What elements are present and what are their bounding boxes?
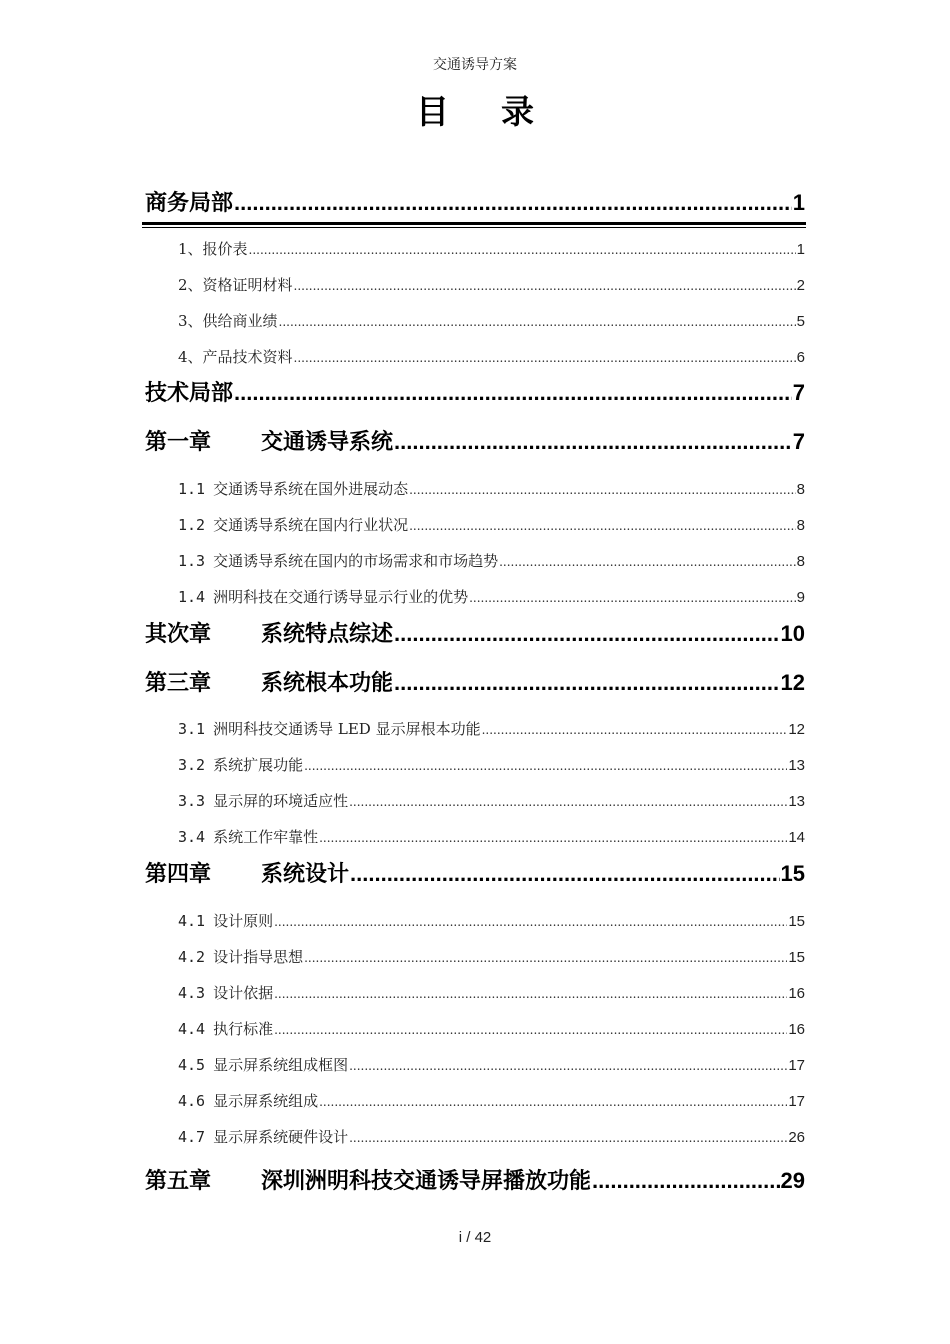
toc-page-number: 8 bbox=[796, 517, 805, 534]
toc-page-number: 9 bbox=[796, 589, 805, 606]
toc-chapter-entry[interactable] bbox=[145, 666, 805, 696]
toc-section-number: 4.4 bbox=[178, 1020, 206, 1038]
toc-page-number: 12 bbox=[788, 721, 805, 738]
toc-chapter-number: 第三章 bbox=[145, 670, 212, 695]
toc-entry-label bbox=[178, 310, 278, 331]
toc-section-entry[interactable] bbox=[178, 514, 805, 536]
toc-leader-dots bbox=[592, 1168, 780, 1194]
toc-chapter-number: 第五章 bbox=[145, 1168, 212, 1193]
toc-page-number: 15 bbox=[780, 861, 805, 886]
toc-entry-title: 执行标准 bbox=[213, 1020, 274, 1038]
toc-entry-title: 交通诱导系统在国外进展动态 bbox=[213, 480, 409, 498]
toc-entry-title: 交通诱导系统 bbox=[261, 429, 394, 454]
toc-page-number: 7 bbox=[792, 380, 805, 405]
toc-entry-title: 显示屏系统组成 bbox=[213, 1092, 319, 1110]
toc-section-number: 4.1 bbox=[178, 912, 206, 930]
toc-page-number: 13 bbox=[788, 793, 805, 810]
title-rule bbox=[142, 222, 806, 228]
toc-section-entry[interactable] bbox=[178, 982, 805, 1004]
toc-page-number: 17 bbox=[788, 1093, 805, 1110]
toc-entry-title: 显示屏系统硬件设计 bbox=[213, 1128, 349, 1146]
toc-chapter-entry[interactable] bbox=[145, 1164, 805, 1194]
toc-leader-dots bbox=[409, 519, 796, 533]
toc-section-entry[interactable] bbox=[178, 586, 805, 608]
toc-entry-title: 技术局部 bbox=[145, 380, 234, 405]
toc-entry-label bbox=[178, 754, 303, 775]
toc-page-number: 26 bbox=[788, 1129, 805, 1146]
toc-section-entry[interactable] bbox=[178, 946, 805, 968]
toc-chapter-entry[interactable] bbox=[145, 186, 805, 216]
toc-section-entry[interactable] bbox=[178, 718, 805, 740]
toc-leader-dots bbox=[394, 621, 780, 647]
toc-section-entry[interactable] bbox=[178, 550, 805, 572]
toc-leader-dots bbox=[249, 243, 796, 257]
toc-section-entry[interactable] bbox=[178, 1018, 805, 1040]
toc-entry-title: 交通诱导系统在国内行业状况 bbox=[213, 516, 409, 534]
toc-section-number: 4.6 bbox=[178, 1092, 206, 1110]
toc-leader-dots bbox=[319, 1095, 787, 1109]
toc-page-number: 1 bbox=[792, 190, 805, 215]
toc-leader-dots bbox=[349, 1059, 787, 1073]
toc-leader-dots bbox=[349, 795, 787, 809]
toc-entry-label bbox=[178, 910, 273, 931]
toc-entry-title: 4、产品技术资料 bbox=[178, 348, 293, 366]
toc-section-number: 3.3 bbox=[178, 792, 206, 810]
toc-entry-title: 交通诱导系统在国内的市场需求和市场趋势 bbox=[213, 552, 499, 570]
toc-entry-title: 洲明科技在交通行诱导显示行业的优势 bbox=[213, 588, 469, 606]
toc-page-number: 1 bbox=[796, 241, 805, 258]
page-title: 目录 bbox=[416, 92, 586, 131]
toc-leader-dots bbox=[350, 861, 780, 887]
toc-entry-label bbox=[145, 425, 393, 456]
toc-section-number: 4.3 bbox=[178, 984, 206, 1002]
toc-chapter-number: 第四章 bbox=[145, 861, 212, 886]
toc-chapter-number: 第一章 bbox=[145, 429, 212, 454]
toc-leader-dots bbox=[234, 190, 792, 216]
toc-leader-dots bbox=[279, 315, 796, 329]
toc-leader-dots bbox=[349, 1131, 787, 1145]
toc-section-entry[interactable] bbox=[178, 310, 805, 332]
toc-section-entry[interactable] bbox=[178, 346, 805, 368]
toc-entry-label bbox=[178, 1054, 348, 1075]
toc-entry-label bbox=[178, 514, 408, 535]
toc-entry-label bbox=[178, 790, 348, 811]
toc-section-number: 4.2 bbox=[178, 948, 206, 966]
toc-section-number: 3.4 bbox=[178, 828, 206, 846]
toc-leader-dots bbox=[482, 723, 788, 737]
toc-leader-dots bbox=[294, 351, 796, 365]
toc-entry-title: 设计原则 bbox=[213, 912, 274, 930]
toc-entry-label bbox=[178, 718, 481, 739]
toc-section-entry[interactable] bbox=[178, 1090, 805, 1112]
toc-section-entry[interactable] bbox=[178, 910, 805, 932]
toc-entry-title: 深圳洲明科技交通诱导屏播放功能 bbox=[261, 1168, 592, 1193]
toc-entry-label bbox=[178, 586, 468, 607]
toc-chapter-entry[interactable] bbox=[145, 617, 805, 647]
toc-leader-dots bbox=[304, 759, 787, 773]
toc-entry-title: 商务局部 bbox=[145, 190, 234, 215]
toc-entry-title: 设计指导思想 bbox=[213, 948, 304, 966]
toc-section-entry[interactable] bbox=[178, 790, 805, 812]
toc-entry-title: 2、资格证明材料 bbox=[178, 276, 293, 294]
toc-section-entry[interactable] bbox=[178, 754, 805, 776]
toc-page-number: 8 bbox=[796, 553, 805, 570]
toc-entry-title: 1、报价表 bbox=[178, 240, 248, 258]
toc-section-number: 3.1 bbox=[178, 720, 206, 738]
toc-entry-title: 洲明科技交通诱导 LED 显示屏根本功能 bbox=[213, 720, 481, 738]
toc-section-number: 4.5 bbox=[178, 1056, 206, 1074]
toc-entry-label bbox=[178, 238, 248, 259]
toc-entry-title: 3、供给商业绩 bbox=[178, 312, 278, 330]
toc-entry-label bbox=[145, 376, 233, 407]
toc-leader-dots bbox=[274, 915, 787, 929]
toc-chapter-number: 其次章 bbox=[145, 621, 212, 646]
toc-entry-label bbox=[178, 346, 293, 367]
toc-page-number: 5 bbox=[796, 313, 805, 330]
toc-page-number: 29 bbox=[780, 1168, 805, 1193]
toc-entry-title: 系统工作牢靠性 bbox=[213, 828, 319, 846]
toc-leader-dots bbox=[304, 951, 787, 965]
toc-page-number: 17 bbox=[788, 1057, 805, 1074]
toc-entry-title: 系统扩展功能 bbox=[213, 756, 304, 774]
toc-entry-label bbox=[145, 617, 393, 648]
toc-leader-dots bbox=[274, 1023, 787, 1037]
toc-entry-label bbox=[178, 1090, 318, 1111]
toc-leader-dots bbox=[499, 555, 796, 569]
toc-entry-title: 设计依据 bbox=[213, 984, 274, 1002]
toc-entry-title: 系统根本功能 bbox=[261, 670, 394, 695]
toc-leader-dots bbox=[234, 380, 792, 406]
toc-page-number: 16 bbox=[788, 1021, 805, 1038]
toc-chapter-entry[interactable] bbox=[145, 376, 805, 406]
toc-entry-label bbox=[178, 946, 303, 967]
toc-section-entry[interactable] bbox=[178, 478, 805, 500]
toc-leader-dots bbox=[469, 591, 796, 605]
toc-entry-label bbox=[178, 550, 498, 571]
toc-page-number: 6 bbox=[796, 349, 805, 366]
toc-section-number: 4.7 bbox=[178, 1128, 206, 1146]
toc-entry-label bbox=[178, 274, 293, 295]
page-number: i / 42 bbox=[458, 1229, 492, 1246]
toc-page-number: 8 bbox=[796, 481, 805, 498]
toc-section-entry[interactable] bbox=[178, 274, 805, 296]
toc-section-entry[interactable] bbox=[178, 1054, 805, 1076]
toc-page-number: 15 bbox=[788, 913, 805, 930]
toc-page-number: 2 bbox=[796, 277, 805, 294]
toc-entry-label bbox=[178, 826, 318, 847]
toc-chapter-entry[interactable] bbox=[145, 425, 805, 455]
toc-section-entry[interactable] bbox=[178, 238, 805, 260]
toc-entry-title: 系统特点综述 bbox=[261, 621, 394, 646]
toc-page-number: 15 bbox=[788, 949, 805, 966]
toc-leader-dots bbox=[394, 429, 792, 455]
running-header: 交通诱导方案 bbox=[433, 57, 517, 73]
toc-page-number: 14 bbox=[788, 829, 805, 846]
toc-section-number: 1.3 bbox=[178, 552, 206, 570]
toc-entry-title: 系统设计 bbox=[261, 861, 350, 886]
toc-entry-title: 显示屏的环境适应性 bbox=[213, 792, 349, 810]
toc-section-number: 3.2 bbox=[178, 756, 206, 774]
toc-section-entry[interactable] bbox=[178, 826, 805, 848]
toc-entry-title: 显示屏系统组成框图 bbox=[213, 1056, 349, 1074]
toc-section-number: 1.1 bbox=[178, 480, 206, 498]
toc-leader-dots bbox=[274, 987, 787, 1001]
toc-section-entry[interactable] bbox=[178, 1126, 805, 1148]
toc-entry-label bbox=[178, 982, 273, 1003]
toc-page-number: 16 bbox=[788, 985, 805, 1002]
toc-leader-dots bbox=[409, 483, 796, 497]
toc-entry-label bbox=[145, 1164, 591, 1195]
toc-entry-label bbox=[178, 1126, 348, 1147]
toc-leader-dots bbox=[394, 670, 780, 696]
toc-entry-label bbox=[178, 1018, 273, 1039]
toc-entry-label bbox=[145, 857, 349, 888]
toc-page-number: 13 bbox=[788, 757, 805, 774]
toc-chapter-entry[interactable] bbox=[145, 857, 805, 887]
toc-page-number: 10 bbox=[780, 621, 805, 646]
toc-section-number: 1.4 bbox=[178, 588, 206, 606]
toc-page-number: 12 bbox=[780, 670, 805, 695]
toc-entry-label bbox=[145, 186, 233, 217]
toc-leader-dots bbox=[319, 831, 787, 845]
toc-entry-label bbox=[145, 666, 393, 697]
toc-page-number: 7 bbox=[792, 429, 805, 454]
toc-entry-label bbox=[178, 478, 408, 499]
toc-section-number: 1.2 bbox=[178, 516, 206, 534]
toc-leader-dots bbox=[294, 279, 796, 293]
